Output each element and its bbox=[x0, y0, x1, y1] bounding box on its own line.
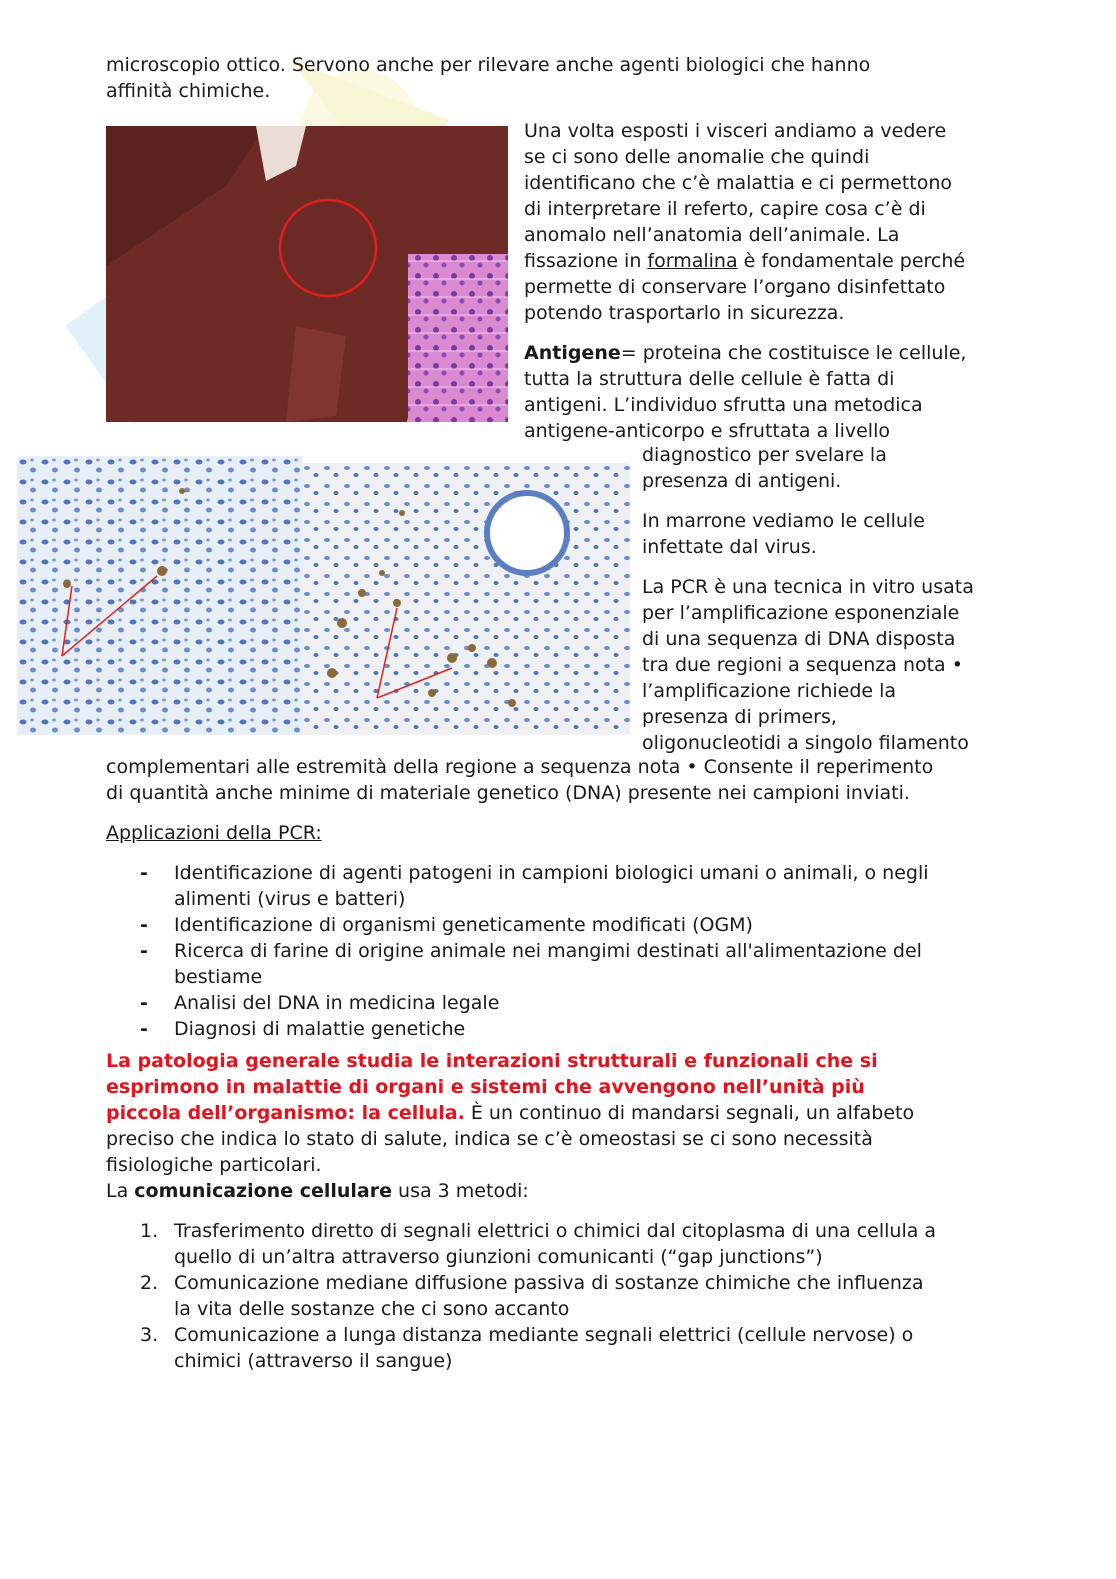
fixation-line bbox=[524, 248, 1014, 274]
antigene-definition bbox=[524, 340, 1014, 366]
brown-cells-line-2: infettate dal virus. bbox=[642, 536, 817, 558]
application-text: Ricerca di farine di origine animale nei mangimi destinati all'alimentazione del bbox=[174, 940, 922, 962]
antigene-line-2: tutta la struttura delle cellule è fatta di bbox=[524, 368, 895, 390]
fixation-post: è fondamentale perché bbox=[737, 250, 966, 272]
exam-line-1: Una volta esposti i visceri andiamo a vedere bbox=[524, 120, 947, 142]
diagnostic-line-1: diagnostico per svelare la bbox=[642, 444, 887, 466]
list-item bbox=[140, 990, 1020, 1016]
red-statement-line-2: esprimono in malattie di organi e sistemi che avvengono nell’unità più bbox=[106, 1076, 865, 1098]
method-text: chimici (attraverso il sangue) bbox=[174, 1350, 453, 1372]
method-text: Comunicazione mediane diffusione passiva di sostanze chimiche che influenza bbox=[174, 1272, 924, 1294]
list-item bbox=[140, 1016, 1020, 1042]
list-bullet: - bbox=[140, 992, 148, 1014]
comm-pre: La bbox=[106, 1180, 135, 1202]
list-bullet: - bbox=[140, 940, 148, 962]
method-text: Comunicazione a lunga distanza mediante segnali elettrici (cellule nervose) o bbox=[174, 1324, 914, 1346]
list-bullet: - bbox=[140, 1018, 148, 1040]
methods-list bbox=[140, 1218, 1020, 1374]
list-item bbox=[140, 860, 1020, 912]
antigene-rest: = proteina che costituisce le cellule, bbox=[620, 342, 967, 364]
red-statement-end: piccola dell’organismo: la cellula. bbox=[106, 1102, 465, 1124]
list-bullet: - bbox=[140, 914, 148, 936]
narrow-column-text bbox=[642, 442, 1014, 756]
histology-image-1 bbox=[17, 456, 302, 735]
application-text: Identificazione di organismi geneticamente modificati (OGM) bbox=[174, 914, 753, 936]
list-number: 1. bbox=[140, 1220, 159, 1242]
pcr-line-7: oligonucleotidi a singolo filamento bbox=[642, 732, 969, 754]
pcr-line-5: l’amplificazione richiede la bbox=[642, 680, 897, 702]
full-width-text bbox=[106, 754, 1026, 846]
red-statement-line-3 bbox=[106, 1100, 1026, 1126]
list-item bbox=[140, 1322, 1020, 1374]
health-line-2: fisiologiche particolari. bbox=[106, 1154, 322, 1176]
applications-list bbox=[140, 860, 1020, 1042]
intro-line-1: microscopio ottico. Servono anche per rilevare anche agenti biologici che hanno bbox=[106, 54, 871, 76]
list-item bbox=[140, 912, 1020, 938]
exam-line-4: di interpretare il referto, capire cosa c’è di bbox=[524, 198, 926, 220]
list-bullet: - bbox=[140, 862, 148, 884]
pcr-line-3: di una sequenza di DNA disposta bbox=[642, 628, 956, 650]
intro-line-2: affinità chimiche. bbox=[106, 80, 271, 102]
pathology-paragraph bbox=[106, 1048, 1026, 1204]
brown-cells-line-1: In marrone vediamo le cellule bbox=[642, 510, 925, 532]
red-statement-line-1: La patologia generale studia le interazioni strutturali e funzionali che si bbox=[106, 1050, 878, 1072]
pcr-continuation-2: di quantità anche minime di materiale genetico (DNA) presente nei campioni inviati. bbox=[106, 782, 910, 804]
exam-line-8: potendo trasportarlo in sicurezza. bbox=[524, 302, 845, 324]
pcr-line-1: La PCR è una tecnica in vitro usata bbox=[642, 576, 974, 598]
application-text: Identificazione di agenti patogeni in campioni biologici umani o animali, o negli bbox=[174, 862, 929, 884]
application-text: Analisi del DNA in medicina legale bbox=[174, 992, 500, 1014]
list-item bbox=[140, 938, 1020, 990]
method-text: la vita delle sostanze che ci sono accanto bbox=[174, 1298, 570, 1320]
exam-line-7: permette di conservare l’organo disinfettato bbox=[524, 276, 946, 298]
antigene-term: Antigene bbox=[524, 342, 621, 364]
signals-text: È un continuo di mandarsi segnali, un alfabeto bbox=[464, 1102, 915, 1124]
method-text: quello di un’altra attraverso giunzioni comunicanti (“gap junctions”) bbox=[174, 1246, 823, 1268]
application-text: bestiame bbox=[174, 966, 263, 988]
comm-post: usa 3 metodi: bbox=[392, 1180, 529, 1202]
formalina-link[interactable]: formalina bbox=[647, 250, 738, 272]
application-text: Diagnosi di malattie genetiche bbox=[174, 1018, 466, 1040]
exam-line-5: anomalo nell’anatomia dell’animale. La bbox=[524, 224, 900, 246]
diagnostic-line-2: presenza di antigeni. bbox=[642, 470, 842, 492]
histology-image-2 bbox=[302, 463, 630, 735]
method-text: Trasferimento diretto di segnali elettrici o chimici dal citoplasma di una cellula a bbox=[174, 1220, 937, 1242]
list-number: 3. bbox=[140, 1324, 159, 1346]
pcr-line-4: tra due regioni a sequenza nota • bbox=[642, 654, 963, 676]
antigene-line-4: antigene-anticorpo e sfruttata a livello bbox=[524, 420, 890, 442]
pcr-line-2: per l’amplificazione esponenziale bbox=[642, 602, 960, 624]
exam-line-2: se ci sono delle anomalie che quindi bbox=[524, 146, 870, 168]
list-item bbox=[140, 1270, 1020, 1322]
pcr-continuation-1: complementari alle estremità della regione a sequenza nota • Consente il reperimento bbox=[106, 756, 934, 778]
application-text: alimenti (virus e batteri) bbox=[174, 888, 406, 910]
list-item bbox=[140, 1218, 1020, 1270]
health-line-1: preciso che indica lo stato di salute, indica se c’è omeostasi se ci sono necessità bbox=[106, 1128, 873, 1150]
communication-intro bbox=[106, 1178, 1026, 1204]
applications-heading: Applicazioni della PCR: bbox=[106, 822, 322, 844]
pcr-line-6: presenza di primers, bbox=[642, 706, 837, 728]
liver-photo bbox=[106, 126, 508, 422]
comm-bold: comunicazione cellulare bbox=[134, 1180, 392, 1202]
exam-line-3: identificano che c’è malattia e ci permettono bbox=[524, 172, 953, 194]
antigene-line-3: antigeni. L’individuo sfrutta una metodica bbox=[524, 394, 923, 416]
list-number: 2. bbox=[140, 1272, 159, 1294]
right-column-text bbox=[524, 118, 1014, 444]
fixation-pre: fissazione in bbox=[524, 250, 648, 272]
